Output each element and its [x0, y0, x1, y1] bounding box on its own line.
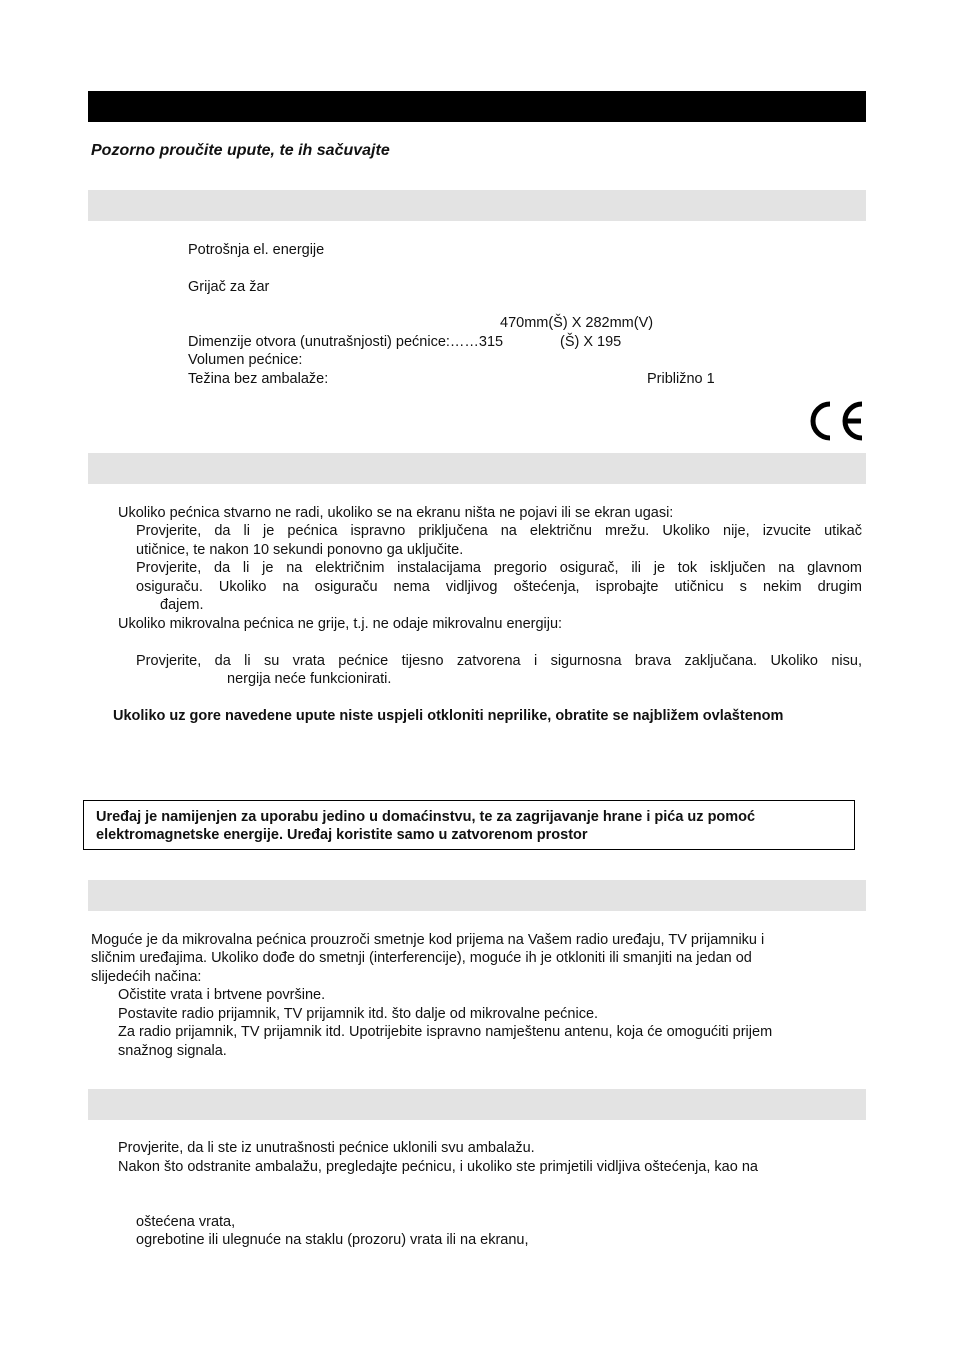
- spec-outer-dims: 470mm(Š) X 282mm(V): [500, 315, 654, 331]
- section-bar-interference: [88, 880, 866, 911]
- trouble-contact: Ukoliko uz gore navedene upute niste uspjeli otkloniti neprilike, obratite se najbližem ovlaštenom: [113, 708, 784, 724]
- installation-line-2: Nakon što odstranite ambalažu, pregledajte pećnicu, i ukoliko ste primjetili vidljiva oštećenja, kao na: [118, 1159, 758, 1175]
- installation-item-1: oštećena vrata,: [136, 1214, 236, 1230]
- trouble-check-1-line-2: utičnice, te nakon 10 sekundi ponovno ga uključite.: [136, 542, 464, 558]
- trouble-check-2-line-3: đajem.: [160, 597, 204, 613]
- spec-weight-value: Približno 1: [647, 371, 715, 387]
- trouble-intro-2: Ukoliko mikrovalna pećnica ne grije, t.j. ne odaje mikrovalnu energiju:: [118, 616, 563, 632]
- spec-grill: Grijač za žar: [188, 279, 270, 295]
- trouble-check-2-line-2: osiguraču. Ukoliko na osiguraču nema vidljivog oštećenja, isprobajte utičnicu s nekim drugim: [136, 579, 862, 595]
- page-subtitle: Pozorno proučite upute, te ih sačuvajte: [91, 142, 390, 159]
- spec-weight: Težina bez ambalaže:: [188, 371, 329, 387]
- title-bar: [88, 91, 866, 122]
- section-bar-troubleshooting: [88, 453, 866, 484]
- interference-item-1: Očistite vrata i brtvene površine.: [118, 987, 326, 1003]
- usage-notice-box: [83, 800, 855, 850]
- spec-cavity-dims: Dimenzije otvora (unutrašnjosti) pećnice:……315: [188, 334, 504, 350]
- ce-mark-icon: [804, 398, 866, 444]
- interference-line-3: slijedećih načina:: [91, 969, 202, 985]
- interference-line-2: sličnim uređajima. Ukoliko dođe do smetnji (interferencije), moguće ih je otkloniti ili smanjiti na jedan od: [91, 950, 752, 966]
- section-bar-installation: [88, 1089, 866, 1120]
- spec-power: Potrošnja el. energije: [188, 242, 325, 258]
- trouble-check-3-line-2: nergija neće funkcionirati.: [227, 671, 392, 687]
- installation-item-2: ogrebotine ili ulegnuće na staklu (prozoru) vrata ili na ekranu,: [136, 1232, 529, 1248]
- interference-item-2: Postavite radio prijamnik, TV prijamnik itd. što dalje od mikrovalne pećnice.: [118, 1006, 599, 1022]
- section-bar-specs: [88, 190, 866, 221]
- trouble-intro-1: Ukoliko pećnica stvarno ne radi, ukoliko se na ekranu ništa ne pojavi ili se ekran ugasi:: [118, 505, 674, 521]
- spec-volume: Volumen pećnice:: [188, 352, 303, 368]
- trouble-check-1-line-1: Provjerite, da li je pećnica ispravno priključena na električnu mrežu. Ukoliko nije, izvucite utikač: [136, 523, 862, 539]
- trouble-check-3-line-1: Provjerite, da li su vrata pećnice tijesno zatvorena i sigurnosna brava zaključana. Ukoliko nisu,: [136, 653, 862, 669]
- notice-line-2: elektromagnetske energije. Uređaj koristite samo u zatvorenom prostor: [96, 827, 588, 843]
- notice-line-1: Uređaj je namijenjen za uporabu jedino u domaćinstvu, te za zagrijavanje hrane i pića uz pomoć: [96, 809, 756, 825]
- interference-item-3-line-2: snažnog signala.: [118, 1043, 227, 1059]
- installation-line-1: Provjerite, da li ste iz unutrašnosti pećnice uklonili svu ambalažu.: [118, 1140, 535, 1156]
- interference-line-1: Moguće je da mikrovalna pećnica prouzroči smetnje kod prijema na Vašem radio uređaju, TV prijamniku i: [91, 932, 765, 948]
- trouble-check-2-line-1: Provjerite, da li je na električnim instalacijama pregorio osigurač, ili je tok isključen na glavnom: [136, 560, 862, 576]
- spec-cavity-dims-value: (Š) X 195: [560, 334, 622, 350]
- interference-item-3-line-1: Za radio prijamnik, TV prijamnik itd. Upotrijebite ispravno namještenu antenu, koja će omogućiti prijem: [118, 1024, 773, 1040]
